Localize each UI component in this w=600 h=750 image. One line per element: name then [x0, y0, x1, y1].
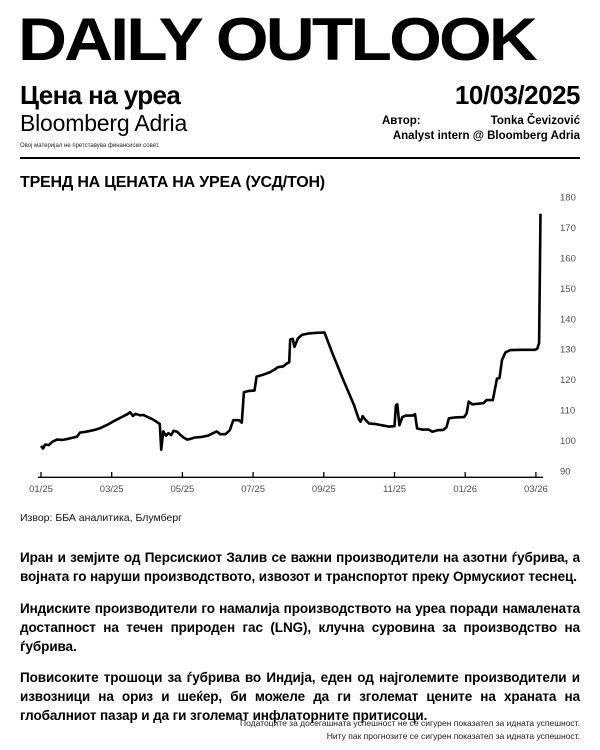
masthead-title: DAILY OUTLOOK	[18, 6, 536, 73]
y-axis-tick-label: 160	[560, 253, 576, 265]
chart-title: ТРЕНД НА ЦЕНАТА НА УРЕА (УСД/ТОН)	[20, 174, 325, 191]
urea-price-series	[41, 214, 541, 450]
footer-disclaimer-line: Ниту пак прогнозите се сигурен показател за идната успешност.	[326, 731, 580, 742]
y-axis-tick-label: 110	[560, 405, 576, 417]
x-axis-tick-label: 07/25	[241, 484, 265, 495]
header-divider	[20, 157, 580, 159]
x-axis-tick-label: 11/25	[382, 484, 407, 495]
x-axis-tick-label: 03/25	[99, 484, 124, 495]
body-paragraph: Повисоките трошоци за ѓубрива во Индија, еден од најголемите производители и извозници на ориз и шеќер, би можеле да ги зголемат цените на храната на глобалниот пазар и да ги зголемат инфлаторните притисоци.	[20, 670, 580, 724]
author-block	[382, 114, 580, 144]
y-axis-tick-label: 90	[560, 466, 571, 478]
x-axis-tick-label: 01/26	[453, 484, 478, 495]
article-subtitle: Цена на уреа	[20, 80, 181, 110]
footer-disclaimer-line: Податоците за досегашната успешност не се сигурен показател за идната успешност.	[240, 718, 580, 728]
brand-logo: Bloomberg Adria	[20, 110, 188, 136]
y-axis-tick-label: 150	[560, 283, 576, 295]
issue-date: 10/03/2025	[454, 80, 580, 110]
x-axis-tick-label: 09/25	[311, 484, 336, 495]
y-axis-tick-label: 170	[560, 222, 576, 234]
x-axis-tick-label: 05/25	[170, 484, 195, 495]
author-role: Analyst intern @ Bloomberg Adria	[392, 129, 580, 142]
y-axis-tick-label: 100	[560, 436, 576, 448]
author-label: Автор:	[382, 115, 421, 127]
y-axis-tick-label: 140	[560, 314, 576, 326]
article-body	[20, 549, 580, 739]
body-paragraph: Иран и земјите од Персискиот Залив се важни производители на азотни ѓубрива, а војната го наруши производството, извозот и транспортот преку Ормускиот теснец.	[20, 550, 580, 584]
urea-price-chart	[0, 170, 600, 530]
x-axis-tick-label: 03/26	[524, 484, 548, 495]
y-axis-tick-label: 180	[560, 192, 576, 204]
x-axis-tick-label: 01/25	[29, 484, 53, 495]
y-axis-tick-label: 120	[560, 375, 576, 387]
footer-disclaimer	[240, 717, 580, 743]
header-disclaimer: Овој материјал не претставува финансиски совет.	[20, 143, 160, 149]
body-paragraph: Индиските производители го намалија производството на уреа поради намалената достапност на течен природен гас (LNG), клучна суровина за производство на ѓубрива.	[20, 600, 580, 654]
author-name: Tonka Čevizović	[490, 115, 580, 127]
y-axis-tick-label: 130	[560, 344, 576, 356]
chart-source: Извор: ББА аналитика, Блумберг	[20, 512, 182, 524]
